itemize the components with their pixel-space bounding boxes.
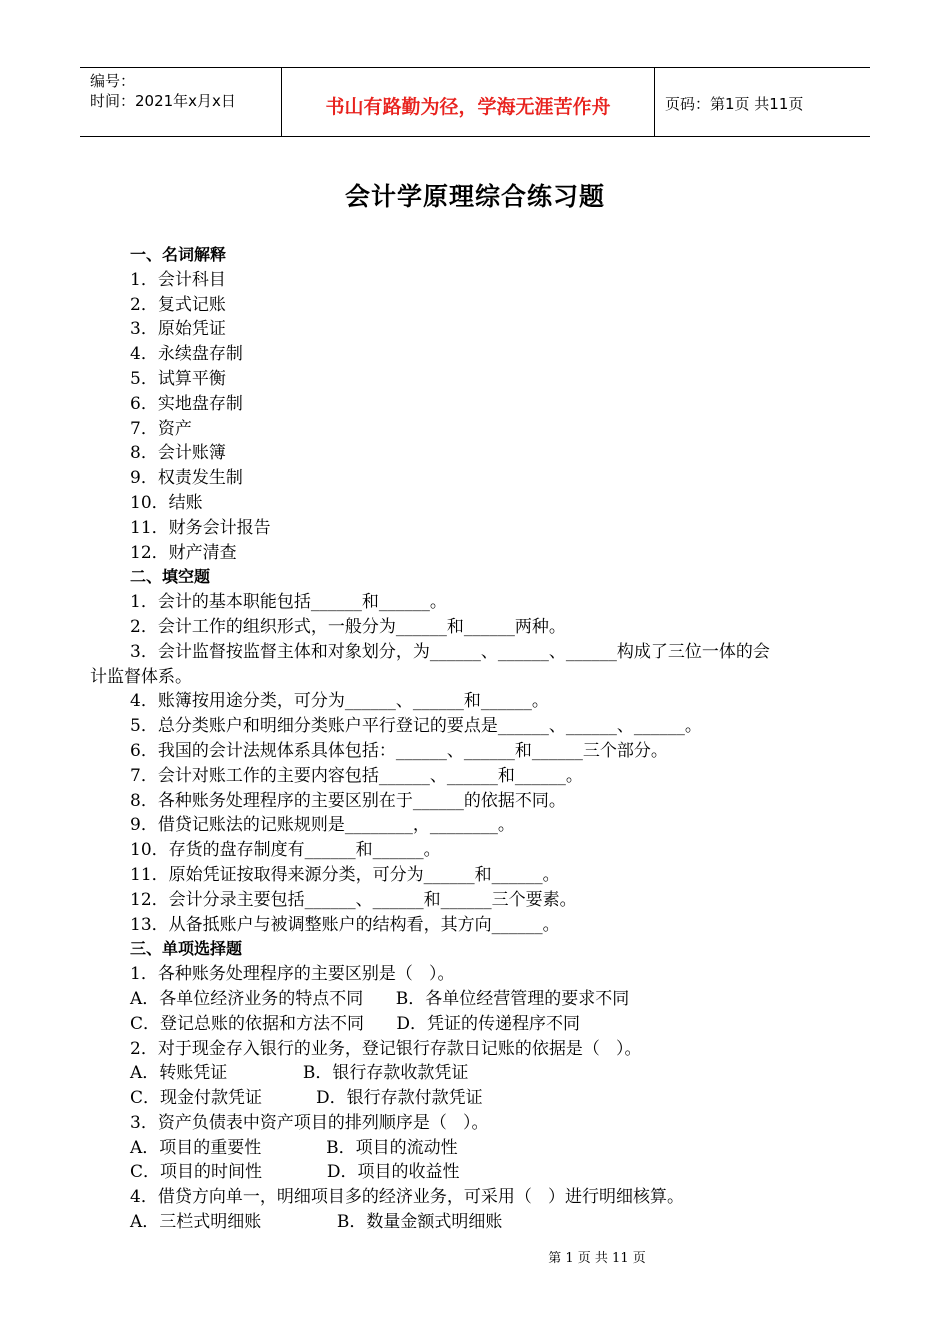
choice-options: A．转账凭证 B．银行存款收款凭证 — [130, 1063, 469, 1084]
fill-question: 1．会计的基本职能包括______和______。 — [130, 592, 447, 613]
fill-question: 13．从备抵账户与被调整账户的结构看，其方向______。 — [130, 914, 560, 935]
term-item: 12．财产清查 — [130, 542, 237, 563]
fill-question: 6．我国的会计法规体系具体包括：______、______和______三个部分。 — [130, 740, 668, 761]
choice-options: A．各单位经济业务的特点不同 B．各单位经营管理的要求不同 — [130, 988, 630, 1009]
fill-question: 5．总分类账户和明细分类账户平行登记的要点是______、______、______。 — [130, 716, 702, 737]
choice-options: C．现金付款凭证 D．银行存款付款凭证 — [130, 1088, 483, 1109]
fill-question: 7．会计对账工作的主要内容包括______、______和______。 — [130, 765, 583, 786]
fill-question: 3．会计监督按监督主体和对象划分，为______、______、______构成了三位一体的会 — [130, 641, 770, 662]
section-heading-choice: 三、单项选择题 — [130, 939, 243, 959]
fill-question: 9．借贷记账法的记账规则是________，________。 — [130, 815, 515, 836]
term-item: 5．试算平衡 — [130, 368, 226, 389]
choice-options: C．登记总账的依据和方法不同 D．凭证的传递程序不同 — [130, 1013, 581, 1034]
section-heading-terms: 一、名词解释 — [130, 245, 227, 264]
fill-question: 8．各种账务处理程序的主要区别在于______的依据不同。 — [130, 790, 566, 811]
header-page-info: 页码：第1页 共11页 — [665, 95, 804, 113]
term-item: 10．结账 — [130, 492, 203, 513]
header-page-cell — [655, 68, 870, 136]
term-item: 7．资产 — [130, 418, 192, 439]
choice-question: 3．资产负债表中资产项目的排列顺序是（ ）。 — [130, 1112, 489, 1133]
section-heading-fill: 二、填空题 — [130, 567, 211, 587]
term-item: 8．会计账簿 — [130, 443, 226, 464]
header-info-cell — [80, 68, 280, 136]
choice-options: C．项目的时间性 D．项目的收益性 — [130, 1162, 460, 1183]
choice-options: A．三栏式明细账 B．数量金额式明细账 — [130, 1212, 503, 1233]
footer-page-number: 第 1 页 共 11 页 — [548, 1251, 646, 1266]
fill-question: 11．原始凭证按取得来源分类，可分为______和______。 — [130, 864, 560, 885]
page-header — [80, 67, 870, 137]
term-item: 4．永续盘存制 — [130, 344, 243, 365]
fill-question: 2．会计工作的组织形式，一般分为______和______两种。 — [130, 616, 566, 637]
choice-question: 1．各种账务处理程序的主要区别是（ ）。 — [130, 964, 455, 985]
term-item: 6．实地盘存制 — [130, 393, 243, 414]
page-title: 会计学原理综合练习题 — [344, 182, 605, 211]
term-item: 9．权责发生制 — [130, 468, 243, 489]
header-motto: 书山有路勤为径，学海无涯苦作舟 — [325, 96, 611, 118]
fill-question: 12．会计分录主要包括______、______和______三个要素。 — [130, 889, 577, 910]
page-footer — [0, 1247, 950, 1266]
term-item: 1．会计科目 — [130, 269, 226, 290]
exercise-content — [90, 243, 860, 1235]
fill-question: 4．账簿按用途分类，可分为______、______和______。 — [130, 691, 549, 712]
fill-question-continuation: 计监督体系。 — [90, 666, 192, 687]
choice-question: 4．借贷方向单一，明细项目多的经济业务，可采用（ ）进行明细核算。 — [130, 1187, 685, 1208]
term-item: 11．财务会计报告 — [130, 517, 271, 538]
header-number-label: 编号： — [90, 72, 136, 90]
term-item: 2．复式记账 — [130, 294, 226, 315]
term-item: 3．原始凭证 — [130, 319, 226, 340]
header-time-label: 时间：2021年x月x日 — [90, 92, 236, 110]
choice-options: A．项目的重要性 B．项目的流动性 — [130, 1137, 458, 1158]
choice-question: 2．对于现金存入银行的业务，登记银行存款日记账的依据是（ ）。 — [130, 1038, 642, 1059]
header-motto-cell — [281, 68, 655, 136]
fill-question: 10．存货的盘存制度有______和______。 — [130, 840, 441, 861]
